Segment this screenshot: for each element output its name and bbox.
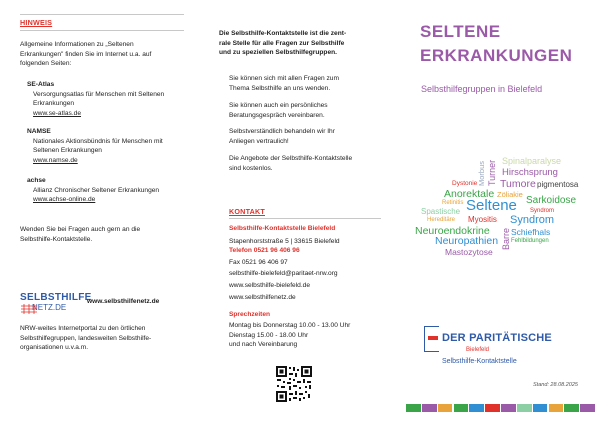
para-3: Selbstverständlich behandeln wir Ihr Anliegen vertraulich! [229,128,335,145]
color-bar-segment [406,404,421,412]
title-line-1: SELTENE [420,22,501,41]
word-dystonie: Dystonie [452,180,478,187]
word-hirschsprung: Hirschsprung [502,167,558,178]
org-name: Selbsthilfe-Kontaktstelle Bielefeld [229,225,336,232]
panel-title [400,0,600,424]
word-syndrom-small: Syndrom [530,208,555,214]
hours-heading: Sprechzeiten [229,311,271,318]
selbsthilfenetz-logo: SELBSTHILFE NETZ.DE [20,292,92,312]
phone: Telefon 0521 96 406 96 [229,247,300,255]
subtitle: Selbsthilfegruppen in Bielefeld [421,84,543,94]
org-name: DER PARITÄTISCHE [442,332,552,344]
word-mastozytose: Mastozytose [445,247,493,257]
color-bar-segment [517,404,532,412]
color-bar-segment [485,404,500,412]
para-4: Die Angebote der Selbsthilfe-Kontaktstelle sind kostenlos. [229,155,353,172]
panel-hinweis [0,0,200,424]
word-pigmentosa: pigmentosa [537,180,579,189]
address: Stapenhorststraße 5 | 33615 Bielefeld [229,237,340,245]
website-link[interactable]: www.selbsthilfe-bielefeld.de [229,281,310,289]
stand-date: Stand: 28.08.2025 [533,382,578,388]
intro-text: Allgemeine Informationen zu „Seltenen Erkrankungen" finden Sie im Internet u.a. auf folgenden Seiten: [20,41,152,68]
net-icon [20,304,38,314]
word-retinitis: Retinitis [442,200,464,206]
org-sub: Selbsthilfe-Kontaktstelle [442,358,517,365]
word-anorektale: Anorektale [444,188,495,200]
word-barre: Barre [501,227,511,250]
word-fehlbildungen: Fehlbildungen [511,238,549,244]
word-spinalparalyse: Spinalparalyse [502,156,562,166]
color-bar-segment [533,404,548,412]
color-bar-segment [501,404,516,412]
namse-link[interactable]: www.namse.de [33,156,78,164]
word-zoeliakie: Zöliakie [497,190,523,199]
word-turner: Turner [487,159,497,186]
selbsthilfenetz-url[interactable]: www.selbsthilfenetz.de [87,298,160,305]
fax: Fax 0521 96 406 97 [229,258,288,266]
qr-code-icon [275,365,313,403]
color-bar-segment [438,404,453,412]
word-schiefhals: Schiefhals [511,227,551,237]
word-spastische: Spastische [421,207,461,216]
selbsthilfenetz-link[interactable]: www.selbsthilfenetz.de [229,293,296,301]
link-achse: achse Allianz Chronischer Seltener Erkrankungen www.achse-online.de [27,177,160,204]
achse-link[interactable]: www.achse-online.de [33,196,96,204]
word-hereditaere: Hereditäre [427,217,456,223]
org-city: Bielefeld [466,347,490,353]
color-bar-segment [564,404,579,412]
color-bar-segment [422,404,437,412]
word-morbus: Morbus [477,160,486,186]
kontakt-heading: KONTAKT [229,207,265,216]
para-2: Sie können auch ein persönliches Beratungsgespräch vereinbaren. [229,102,328,119]
se-atlas-link[interactable]: www.se-atlas.de [33,109,82,117]
para-1: Sie können sich mit allen Fragen zum Thema Selbsthilfe an uns wenden. [229,75,339,92]
word-myositis: Myositis [468,215,497,224]
nrw-text: NRW-weites Internetportal zu den örtlichen Selbsthilfegruppen, landesweiten Selbsthilfe- organisationen u.v.a.m. [20,325,152,352]
link-se-atlas: SE-Atlas Versorgungsatlas für Menschen mit Seltenen Erkrankungen www.se-atlas.de [27,81,165,117]
color-bar-segment [580,404,595,412]
panel-kontakt [200,0,400,424]
word-seltene: Seltene [466,197,517,214]
color-bar-segment [454,404,469,412]
word-neuroendokrine: Neuroendokrine [415,225,490,237]
contact-block [229,224,340,302]
color-bar-segment [469,404,484,412]
word-sarkoidose: Sarkoidose [526,195,577,206]
divider-top [20,14,184,15]
outro-text: Wenden Sie bei Fragen auch gern an die Selbsthilfe-Kontaktstelle. [20,226,141,243]
word-neuropathien: Neuropathien [435,235,499,247]
divider-kontakt [229,218,381,219]
title-line-2: ERKRANKUNGEN [420,46,573,65]
word-cloud [400,0,600,270]
paritaetische-logo [424,326,574,374]
lead-text: Die Selbsthilfe-Kontaktstelle ist die zent- rale Stelle für alle Fragen zur Selbsthilfe und zu speziellen Selbsthilfegruppen. [219,30,347,57]
hinweis-heading: HINWEIS [20,18,53,27]
divider-heading [20,30,184,31]
color-bar-segment [549,404,564,412]
logo-red-bar-icon [428,336,438,340]
link-namse: NAMSE Nationales Aktionsbündnis für Menschen mit Seltenen Erkrankungen www.namse.de [27,128,163,164]
email-link[interactable]: selbsthilfe-bielefeld@paritaet-nrw.org [229,270,338,278]
word-syndrom: Syndrom [510,214,555,226]
word-tumore: Tumore [500,178,536,190]
hours-list: Montag bis Donnerstag 10.00 - 13.00 Uhr Dienstag 15.00 - 18.00 Uhr und nach Vereinbarung [229,322,351,349]
